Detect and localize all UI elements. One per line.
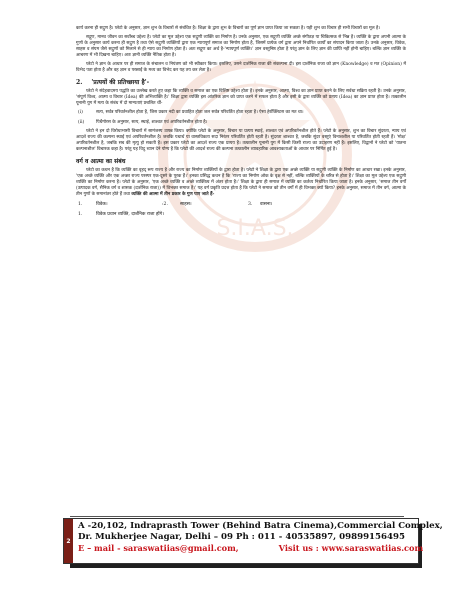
footer-web-row [78,543,424,554]
qualities-row [76,201,406,208]
footer-lines [78,521,443,554]
section-heading [76,79,406,86]
footer-box [63,518,443,564]
section-heading: वर्ग व आत्मा का संबंध [76,157,126,165]
page-content [76,26,406,218]
footer-email[interactable]: E – mail - saraswatiias@gmail.com, [78,543,239,553]
footer-website[interactable]: Visit us : www.saraswatiias.com [278,543,424,553]
heading-number: 2. [76,79,83,87]
list-marker: (ii) [78,119,85,125]
footer-contact: Dr. Mukherjee Nagar, Delhi – 09 Ph : 011 - 40535897, 09899156495 [78,532,405,542]
paragraph: कार्य करना ही सद्गुण है। प्लेटो के अनुसार, ज्ञान शुभ के विचारों से संबंधित है। शिक्षा के द्वारा शुभ के विचारों का पूर्ण ज्ञान प्राप्त किया जा सकता है। यही शुभ का विचार ही सभी विचारों का मूल है। [76,26,381,31]
list-item [76,120,406,126]
paragraph: प्लेटो ने ज्ञान के आधार पर ही समाज के संचालन व नियंत्रण को भी स्वीकार किया। इसलिए, उसने दार्शनिक राजा की संकल्पना दी। इस दार्शनिक राजा को ज्ञान (Knowledge) व मत (Opinion) में विभेद पता होता है और वह ज्ञान व परछाईं के मध्य का विभेद कर यह तय कर लेता है। [76,62,406,74]
quality-number: 3. [248,201,253,207]
paragraph [76,168,406,198]
paragraph: प्लेटो ने संदेहवादमय पद्धति का उल्लेख करते हुए कहा कि व्यक्ति व समाज का एक विशिष्ट उद्देश्य होता है। इनके अनुसार, आत्मा, विश्व का ज्ञान प्राप्त करने के लिए सर्वथा सक्रिय रहती है। उनके अनुसार, 'संपूर्ण विश्व, आत्मा व विचार (Idea) की अभिव्यक्ति है।' शिक्षा द्वारा व्यक्ति इस आंतरिक ज्ञान को प्राप्त करने में सफल होता है और इसी के द्वारा व्यक्ति को प्रत्यय (Idea) का ज्ञान प्राप्त होता है। तत्कालीन यूनानी युग में मत्य के संबंध में दो मान्यताएं प्रचलित थीं- [76,89,406,107]
paragraph: सद्गुण, मानव जीवन का सर्वोच्च उद्देश्य है। प्लेटो का मूल उद्देश्य एक सद्गुणी व्यक्ति का निर्माण है। उनके अनुसार, एक सद्गुणी व्यक्ति अच्छे संगीतज्ञ या चिकित्सक से भिन्न है। व्यक्ति के द्वारा अपनी आत्मा के गुणों के अनुसार कार्य करना ही सद्गुण है तथा ऐसे सद्गुणी व्यक्तियों द्वारा एक न्यायपूर्ण समाज का निर्माण होता है, जिसमें प्रत्येक वर्ग द्वारा अपने निर्धारित कार्यों का संपादन किया जाता है। उनके अनुसार, विवेक, साहस व संयम जैसे सद्गुणों को मिलाने से ही न्याय का निर्माण होता है। अतः सद्गुण का अर्थ है-'न्यायपूर्ण व्यक्ति।' ज्ञान वस्तुनिष्ठ होता है परंतु ज्ञान के लिए ज्ञान की प्राप्ति नहीं होनी चाहिए। बल्कि ज्ञान व्यक्ति के आचरण में भी दिखना चाहिए। अतः ज्ञानी व्यक्ति नैतिक होता है। [76,35,406,59]
page-number: 2 [64,519,73,563]
quality-label: विवेक। [96,201,108,207]
paragraph: प्लेटो ने इन दो विरोधाभासी विचारों में सामंजस्य उत्पन्न किया। क्योंकि प्लेटो के अनुसार, विचार या प्रत्यय स्थाई, शाश्वत एवं अपरिवर्तनशील होते हैं। प्लेटो के अनुसार, शुभ का विचार सुंदरता, न्याय एवं आदर्श राज्य की कल्पना स्थाई एवं अपरिवर्तनशील है। जबकि यथार्थ या वास्तविकता सदा निरंतर परिवर्तित होती रहती है। सुंदरता शाश्वत है, जबकि सुंदर वस्तुएं विनाशशील या परिवर्तित होती रहती हैं। 'मोक्ष' अपरिवर्तनशील है, जबकि सब की मृत्यु हो सकती है। इस प्रकार प्लेटो का आदर्श राज्य एक प्रत्यय है। तत्कालीन यूनानी युग में किसी किसी राज्य का उदाहरण नहीं है। इसलिए, विद्वानों ने प्लेटो को 'यातना कल्पनाशील' विचारक कहा है। परंतु यह विदु ध्यान देने योग्य है कि प्लेटो की आदर्श राज्य की कल्पना तत्कालीन व्यावहारिक आवश्यकताओं के आधार पर निर्मित हुई है। [76,128,406,152]
quality-number: 1. [78,201,83,207]
list-item [76,110,406,116]
list-item [76,211,406,218]
quality-label: साहस। [180,201,192,207]
list-marker: 1. [78,211,83,217]
paragraph-text: प्लेटो का कथन है कि व्यक्ति का वृहद् रूप राज्य है और राज्य का निर्माण व्यक्तियों के द्वारा होता है। प्लेटो ने शिक्षा के द्वारा एक अच्छे व्यक्ति या सद्गुणी व्यक्ति के निर्माण का आधार रखा। इनके अनुसार, 'एक अच्छे व्यक्ति और एक अच्छा राज्य परस्पर एक-दूसरे के पूरक हैं।' इनका प्रसिद्ध कथन है कि 'राज्य का निर्माण ओक के वृक्ष से नहीं, बल्कि व्यक्तियों के चरित्र से होता है।' शिक्षा का मूल उद्देश्य एक सद्गुणी व्यक्ति का निर्माण करना है। प्लेटो के अनुसार, 'एक अच्छे व्यक्ति व अच्छे व्यक्तित्व में अंतर होता है।' शिक्षा के द्वारा ही समाज में व्यक्ति का कर्तव्य निर्धारित किया जाता है। इनके अनुसार, 'समाज तीन वर्गों (उत्पादक वर्ग, सैनिक वर्ग व शासक (दार्शनिक राजा)) में विभक्त समाज है।' यह वर्ग प्रकृति प्रदत्त होता है कि प्लेटो ने समाज को तीन वर्गों में ही विभक्त क्यों किया? इनके अनुसार, समाज में तीन वर्ग, आत्मा के तीन गुणों के समानांतर होते हैं तथा [76,167,406,197]
list-text: सत्य, सर्वत्र परिवर्तनशील होता है, जिस प्रकार नदी का प्रवाहित होता जल सर्वत्र परिवर्तित होता रहता है। ऐसा हेरॉक्लिटस का मत था। [96,110,304,116]
quality-number: :2. [162,201,168,207]
list-text: विवेक प्रधान व्यक्ति, दार्शनिक राजा होंगे। [96,211,164,217]
list-marker: (i) [78,110,83,116]
quality-label: वासना। [260,201,273,207]
footer-divider [70,516,404,517]
paragraph-bold-text: व्यक्ति की आत्मा में तीन प्रकार के गुण पाए जाते हैं- [131,191,215,197]
list-text: पिथैगोरस के अनुसार, सत्य, स्थाई, शाश्वत एवं अपरिवर्तनशील होता है। [96,119,208,125]
svg-text:S.I.A.S.: S.I.A.S. [216,216,294,241]
heading-text: 'प्रत्ययों की प्रतिच्छाया है'- [91,79,150,87]
footer-address: A -20,102, Indraprasth Tower (Behind Batra Cinema),Commercial Complex, [78,521,443,531]
